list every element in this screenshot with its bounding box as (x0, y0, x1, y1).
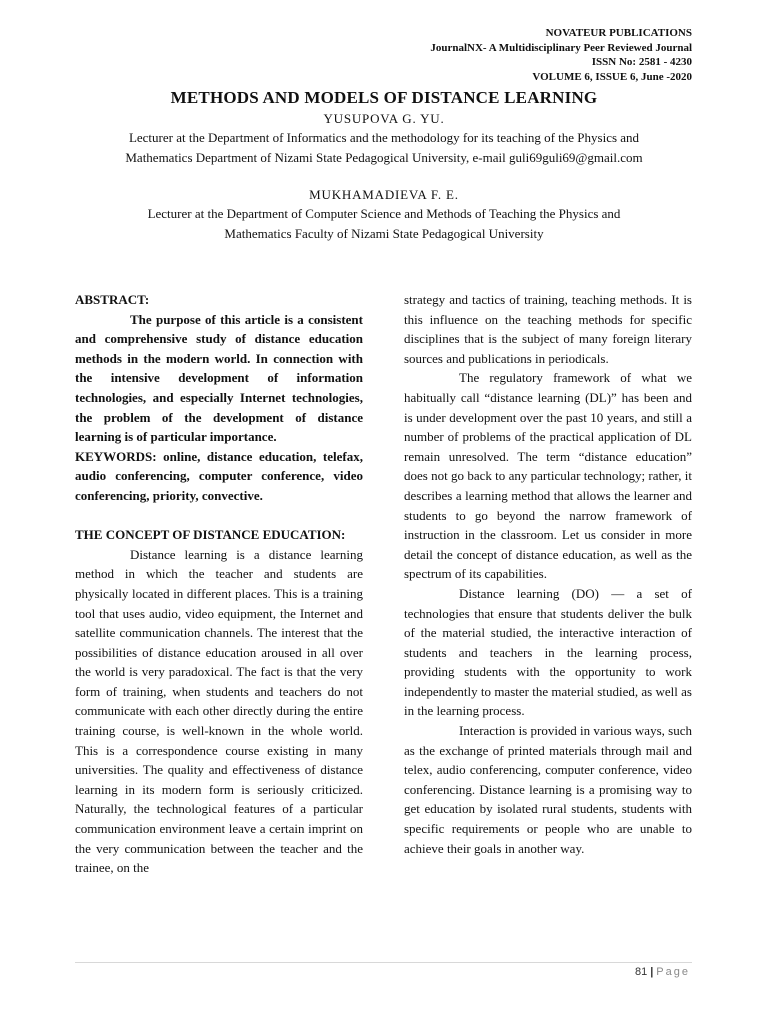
page-separator: | (650, 966, 654, 978)
volume-issue: VOLUME 6, ISSUE 6, June -2020 (532, 70, 692, 83)
page-word: Page (656, 966, 690, 978)
footer-divider (75, 962, 692, 963)
author-affiliation-1-line-1: Lecturer at the Department of Informatics and the methodology for its teaching of the Physics and (128, 130, 640, 145)
paper-title: METHODS AND MODELS OF DISTANCE LEARNING (170, 88, 598, 107)
journal-header (430, 26, 692, 84)
title-block (40, 88, 728, 244)
issn-number: ISSN No: 2581 - 4230 (591, 56, 692, 68)
page-number: 81 (634, 966, 648, 978)
body-paragraph-1: strategy and tactics of training, teaching methods. It is this influence on the teaching methods for specific disciplines that is the subject of many foreign literary sources and publications in periodicals. (404, 292, 692, 366)
section-text-concept: Distance learning is a distance learning method in which the teacher and students are physically located in different places. This is a training tool that uses audio, video equipment, the Internet and satellite communication channels. The interest that the possibilities of distance education aroused in all over the world is very paradoxical. The fact is that the very form of training, when students and teachers do not communicate with each other directly during the entire training course, is well-known in the whole world. This is a correspondence course existing in many universities. The quality and effectiveness of distance learning in its modern form is seriously criticized. Naturally, the technological features of a particular communication environment leave a certain imprint on the very communication between the teacher and the trainee, on the (75, 546, 363, 876)
body-paragraph-4: Interaction is provided in various ways, such as the exchange of printed materials through mail and telex, audio conferencing, computer conference, video conferencing. Distance learning is a promising way to get education by isolated rural students, students with specific requirements or people who are unable to achieve their goals in another way. (404, 723, 692, 856)
body-paragraph-2: The regulatory framework of what we habitually call “distance learning (DL)” has been and is under development over the past 10 years, and still a number of problems of the practical application of DL remain unresolved. The term “distance education” does not go back to any particular technology; rather, it describes a learning method that allows the learner and students to go beyond the narrow framework of instruction in the classroom. Let us consider in more detail the concept of distance education, as well as the spectrum of its capabilities. (404, 370, 692, 582)
author-affiliation-2-line-1: Lecturer at the Department of Computer Science and Methods of Teaching the Physics and (147, 206, 621, 221)
right-column (404, 290, 692, 858)
author-affiliation-1-line-2: Mathematics Department of Nizami State Pedagogical University, e-mail guli69guli69@gmail.com (125, 150, 643, 165)
body-paragraph-3: Distance learning (DO) — a set of technologies that ensure that students deliver the bulk of the material studied, the interactive interaction of students and teachers in the learning process, providing students with the opportunity to work independently to master the material studied, as well as in the learning process. (404, 585, 692, 719)
section-heading-concept: THE CONCEPT OF DISTANCE EDUCATION: (75, 527, 346, 543)
abstract-heading: ABSTRACT: (75, 292, 150, 307)
page-footer (635, 966, 690, 978)
author-name-1: YUSUPOVA G. YU. (323, 111, 445, 126)
author-name-2: MUKHAMADIEVA F. E. (309, 187, 459, 202)
left-column (75, 290, 363, 878)
publisher-name: NOVATEUR PUBLICATIONS (545, 27, 692, 39)
journal-name: JournalNX- A Multidisciplinary Peer Reviewed Journal (430, 41, 692, 54)
keywords-text: KEYWORDS: online, distance education, telefax, audio conferencing, computer conference, video conferencing, priority, convective. (75, 448, 363, 503)
author-affiliation-2-line-2: Mathematics Faculty of Nizami State Pedagogical University (224, 226, 544, 241)
abstract-text: The purpose of this article is a consistent and comprehensive study of distance education methods in the modern world. In connection with the intensive development of information technologies, and especially Internet technologies, the problem of the development of distance learning is of particular importance. (75, 311, 363, 445)
